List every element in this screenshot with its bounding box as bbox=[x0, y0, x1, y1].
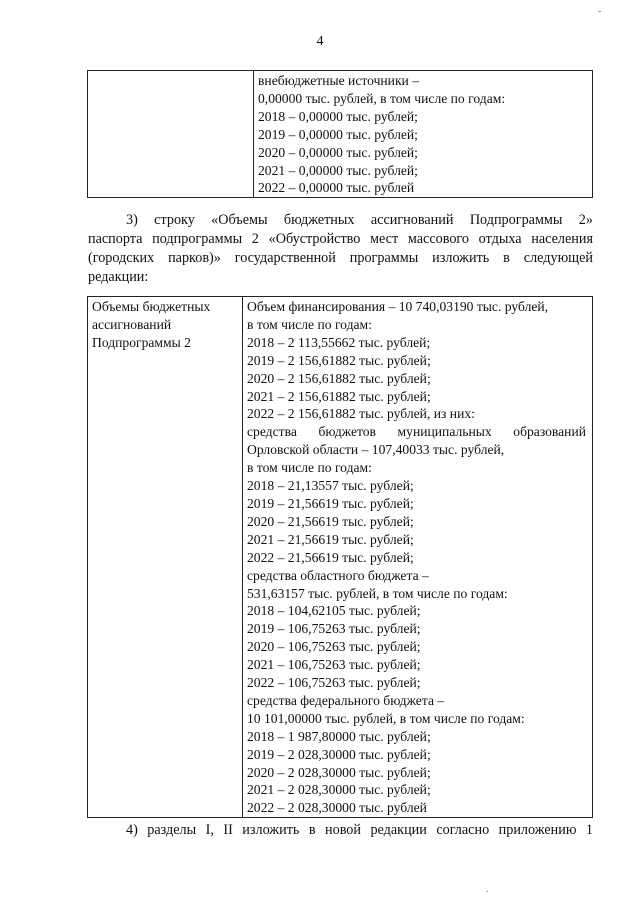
table2-line: 2018 – 21,13557 тыс. рублей; bbox=[247, 478, 414, 494]
table2-line: Орловской области – 107,40033 тыс. рублей, bbox=[247, 442, 505, 458]
table1-line: внебюджетные источники – bbox=[258, 73, 420, 88]
table2-line: 2019 – 2 028,30000 тыс. рублей; bbox=[247, 746, 431, 762]
table2-line: средства федерального бюджета – bbox=[247, 692, 445, 708]
table2-line: 2021 – 2 028,30000 тыс. рублей; bbox=[247, 782, 431, 798]
table2-line: 2021 – 2 156,61882 тыс. рублей; bbox=[247, 388, 431, 404]
funding-table-continuation bbox=[87, 70, 593, 198]
table1-right-cell bbox=[254, 71, 593, 198]
scan-mark: - bbox=[598, 6, 602, 17]
table1-line: 2022 – 0,00000 тыс. рублей bbox=[258, 180, 415, 196]
table2-line: средства областного бюджета – bbox=[247, 567, 429, 583]
table2-line: 2019 – 2 156,61882 тыс. рублей; bbox=[247, 352, 431, 368]
table1-line: 2019 – 0,00000 тыс. рублей; bbox=[258, 126, 418, 142]
scan-mark: . bbox=[486, 884, 489, 895]
table2-line: 2018 – 1 987,80000 тыс. рублей; bbox=[247, 728, 431, 744]
table2-line: 10 101,00000 тыс. рублей, в том числе по годам: bbox=[247, 710, 525, 726]
table2-line: Объем финансирования – 10 740,03190 тыс. рублей, bbox=[247, 299, 549, 314]
paragraph-3-line: 3) строку «Объемы бюджетных ассигнований Подпрограммы 2» bbox=[126, 212, 593, 228]
page-number: 4 bbox=[316, 34, 324, 49]
table2-line: 531,63157 тыс. рублей, в том числе по годам: bbox=[247, 585, 508, 601]
table2-line: в том числе по годам: bbox=[247, 460, 372, 476]
table2-line: средства бюджетов муниципальных образований bbox=[247, 424, 586, 440]
paragraph-4-line: 4) разделы I, II изложить в новой редакции согласно приложению 1 bbox=[126, 822, 593, 838]
table2-line: 2022 – 2 028,30000 тыс. рублей bbox=[247, 800, 427, 816]
table2-line: 2019 – 21,56619 тыс. рублей; bbox=[247, 495, 414, 511]
table2-line: 2021 – 106,75263 тыс. рублей; bbox=[247, 657, 421, 673]
table2-line: 2022 – 2 156,61882 тыс. рублей, из них: bbox=[247, 406, 475, 422]
table1-line: 0,00000 тыс. рублей, в том числе по годам: bbox=[258, 90, 506, 106]
paragraph-4 bbox=[88, 821, 593, 840]
paragraph-3-line: редакции: bbox=[88, 269, 149, 285]
table2-line: 2020 – 21,56619 тыс. рублей; bbox=[247, 513, 414, 529]
table2-line: 2020 – 2 156,61882 тыс. рублей; bbox=[247, 370, 431, 386]
table2-line: 2018 – 2 113,55662 тыс. рублей; bbox=[247, 334, 431, 350]
table1-line: 2020 – 0,00000 тыс. рублей; bbox=[258, 144, 418, 160]
table2-line: 2020 – 106,75263 тыс. рублей; bbox=[247, 639, 421, 655]
table1-line: 2018 – 0,00000 тыс. рублей; bbox=[258, 108, 418, 124]
table2-line: 2019 – 106,75263 тыс. рублей; bbox=[247, 621, 421, 637]
table2-line: 2021 – 21,56619 тыс. рублей; bbox=[247, 531, 414, 547]
paragraph-3-line: паспорта подпрограммы 2 «Обустройство мест массового отдыха населения bbox=[88, 231, 593, 247]
table2-left-line: Объемы бюджетных bbox=[92, 299, 211, 314]
budget-allocations-table bbox=[87, 296, 593, 818]
paragraph-3 bbox=[88, 211, 593, 287]
table2-left-line: Подпрограммы 2 bbox=[92, 334, 191, 350]
table2-left-cell bbox=[88, 297, 243, 818]
table2-right-cell bbox=[243, 297, 593, 818]
table2-line: 2022 – 21,56619 тыс. рублей; bbox=[247, 549, 414, 565]
table2-line: 2018 – 104,62105 тыс. рублей; bbox=[247, 603, 421, 619]
table1-line: 2021 – 0,00000 тыс. рублей; bbox=[258, 162, 418, 178]
table2-line: в том числе по годам: bbox=[247, 316, 372, 332]
table1-left-cell bbox=[88, 71, 254, 198]
table2-left-line: ассигнований bbox=[92, 316, 172, 332]
table2-line: 2022 – 106,75263 тыс. рублей; bbox=[247, 675, 421, 691]
paragraph-3-line: (городских парков)» государственной программы изложить в следующей bbox=[88, 250, 593, 266]
table2-line: 2020 – 2 028,30000 тыс. рублей; bbox=[247, 764, 431, 780]
